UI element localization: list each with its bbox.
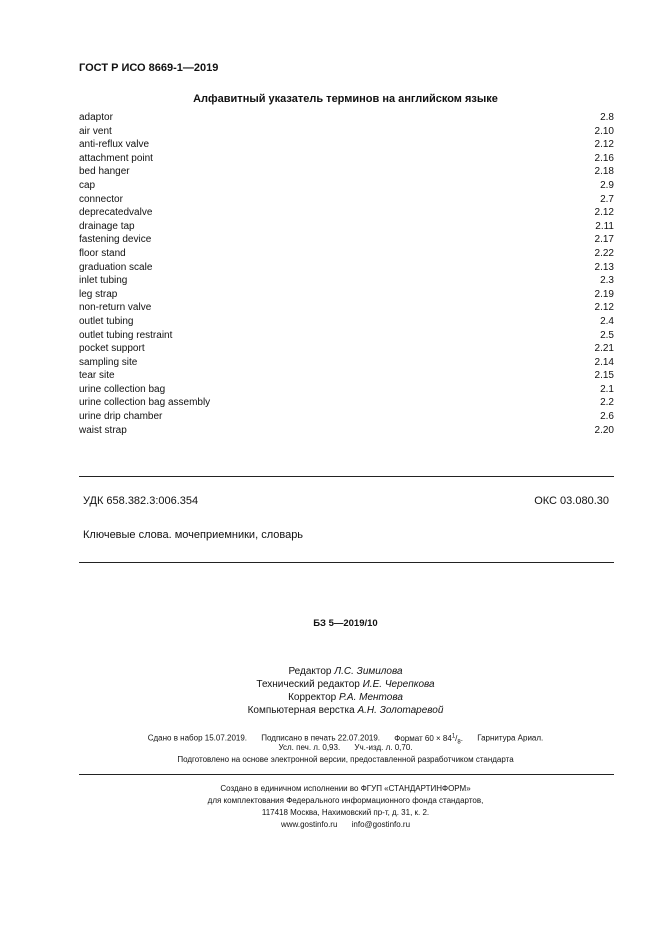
term-ref: 2.13: [594, 261, 614, 273]
divider-bottom: [79, 774, 614, 775]
print-info-block: [0, 730, 661, 766]
term-ref: 2.5: [600, 329, 614, 341]
print-line-1: [30, 730, 661, 746]
udc-code: УДК 658.382.3:006.354: [83, 495, 199, 507]
term-ref: 2.11: [595, 220, 614, 232]
term: waist strap: [79, 424, 127, 436]
credit-tech-editor: [30, 678, 661, 691]
term: floor stand: [79, 247, 126, 259]
term: outlet tubing restraint: [79, 329, 173, 341]
term: tear site: [79, 370, 115, 382]
credit-role: Компьютерная верстка: [247, 705, 355, 716]
list-item: [79, 383, 614, 397]
term-ref: 2.6: [600, 411, 614, 423]
term: urine collection bag assembly: [79, 397, 211, 409]
term-ref: 2.14: [594, 356, 614, 368]
credit-name: Л.С. Зимилова: [334, 666, 403, 677]
index-title: Алфавитный указатель терминов на английском языке: [193, 93, 498, 105]
signed-date: Подписано в печать 22.07.2019.: [261, 733, 381, 743]
submitted-date: Сдано в набор 15.07.2019.: [147, 733, 248, 743]
paper-format: Формат $60 \times 84^1/_8$.: [394, 733, 463, 746]
term: non-return valve: [79, 302, 152, 314]
credit-corrector: [30, 691, 661, 704]
term-ref: 2.12: [594, 207, 614, 219]
credit-role: Корректор: [288, 692, 337, 703]
list-item: [79, 261, 614, 275]
list-item: [79, 193, 614, 207]
term-ref: 2.10: [594, 125, 614, 137]
credit-name: А.Н. Золотаревой: [357, 705, 444, 716]
list-item: [79, 356, 614, 370]
list-item: [79, 247, 614, 261]
list-item: [79, 220, 614, 234]
list-item: [79, 396, 614, 410]
term: graduation scale: [79, 261, 153, 273]
term-ref: 2.18: [594, 166, 614, 178]
list-item: [79, 179, 614, 193]
term-ref: 2.7: [600, 193, 614, 205]
bz-number: БЗ 5—2019/10: [313, 618, 378, 629]
term: air vent: [79, 125, 112, 137]
term: drainage tap: [79, 220, 135, 232]
list-item: [79, 315, 614, 329]
list-item: [79, 165, 614, 179]
term: inlet tubing: [79, 275, 128, 287]
term-ref: 2.4: [600, 315, 614, 327]
publisher-footer: [0, 783, 661, 831]
email-link[interactable]: info@gostinfo.ru: [351, 820, 411, 829]
term: attachment point: [79, 152, 153, 164]
term-ref: 2.19: [594, 288, 614, 300]
term-ref: 2.15: [594, 370, 614, 382]
term-ref: 2.3: [600, 275, 614, 287]
list-item: [79, 125, 614, 139]
uch-izd: Уч.-изд. л. 0,70.: [354, 743, 413, 752]
list-item: [79, 206, 614, 220]
term: outlet tubing: [79, 315, 134, 327]
term-ref: 2.21: [594, 343, 614, 355]
term-ref: 2.20: [594, 424, 614, 436]
credit-layout: [30, 704, 661, 717]
term-ref: 2.2: [600, 397, 614, 409]
term-ref: 2.17: [594, 234, 614, 246]
footer-line-3: 117418 Москва, Нахимовский пр-т, д. 31, к. 2.: [261, 808, 430, 817]
term-ref: 2.12: [594, 302, 614, 314]
keywords: Ключевые слова. мочеприемники, словарь: [83, 529, 304, 541]
oks-code: ОКС 03.080.30: [534, 495, 609, 507]
term-ref: 2.22: [594, 247, 614, 259]
term: sampling site: [79, 356, 138, 368]
term: deprecatedvalve: [79, 207, 153, 219]
list-item: [79, 369, 614, 383]
document-code: ГОСТ Р ИСО 8669-1—2019: [79, 62, 219, 74]
term: fastening device: [79, 234, 152, 246]
term: cap: [79, 179, 96, 191]
prepared-note: Подготовлено на основе электронной версии, предоставленной разработчиком стандарта: [177, 755, 514, 764]
term: connector: [79, 193, 123, 205]
print-line-2: [30, 742, 661, 754]
footer-contacts: [30, 819, 661, 831]
term: anti-reflux valve: [79, 139, 150, 151]
term-ref: 2.9: [600, 179, 614, 191]
term: leg strap: [79, 288, 118, 300]
list-item: [79, 329, 614, 343]
term-ref: 2.16: [594, 152, 614, 164]
term: urine collection bag: [79, 383, 166, 395]
term-ref: 2.1: [600, 383, 614, 395]
credit-role: Технический редактор: [256, 679, 360, 690]
list-item: [79, 138, 614, 152]
list-item: [79, 274, 614, 288]
term: adaptor: [79, 112, 113, 123]
credit-role: Редактор: [288, 666, 332, 677]
credit-editor: [30, 665, 661, 678]
footer-line-2: для комплектования Федерального информационного фонда стандартов,: [207, 796, 484, 805]
list-item: [79, 342, 614, 356]
credits-block: [0, 665, 661, 717]
term-ref: 2.12: [594, 139, 614, 151]
list-item: [79, 152, 614, 166]
website-link[interactable]: www.gostinfo.ru: [280, 820, 338, 829]
divider-middle: [79, 562, 614, 563]
list-item: [79, 288, 614, 302]
credit-name: И.Е. Черепкова: [362, 679, 435, 690]
font-name: Гарнитура Ариал.: [477, 733, 544, 743]
divider-top: [79, 476, 614, 477]
footer-line-1: Создано в единичном исполнении во ФГУП «СТАНДАРТИНФОРМ»: [220, 784, 471, 793]
term: pocket support: [79, 343, 145, 355]
term: urine drip chamber: [79, 411, 163, 423]
list-item: [79, 410, 614, 424]
credit-name: Р.А. Ментова: [339, 692, 403, 703]
term: bed hanger: [79, 166, 130, 178]
list-item: [79, 301, 614, 315]
list-item: [79, 111, 614, 125]
term-index-list: [79, 111, 614, 437]
usl-pech: Усл. печ. л. 0,93.: [278, 743, 341, 752]
list-item: [79, 233, 614, 247]
term-ref: 2.8: [600, 112, 614, 123]
list-item: [79, 424, 614, 438]
